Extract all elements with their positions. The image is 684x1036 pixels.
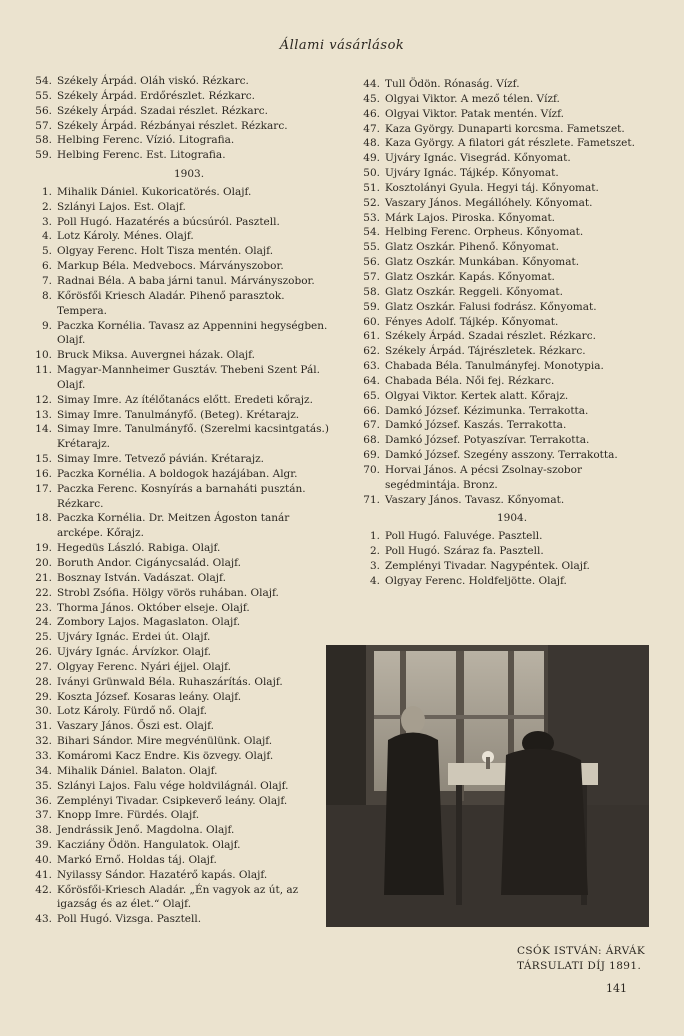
item-text: Olgyai Viktor. Kertek alatt. Kőrajz. <box>385 389 569 402</box>
list-1904 <box>346 529 658 588</box>
list-item <box>346 448 658 463</box>
list-item <box>346 374 658 389</box>
item-number: 60. <box>363 315 380 328</box>
item-number: 57. <box>363 270 380 283</box>
item-text: Hegedüs László. Rabiga. Olajf. <box>57 542 221 555</box>
list-item <box>346 151 658 166</box>
item-text: Ujváry Ignác. Árvízkor. Olajf. <box>57 646 212 659</box>
item-text: Paczka Kornélia. A boldogok hazájában. Algr. <box>57 467 298 480</box>
item-text: Glatz Oszkár. Reggeli. Kőnyomat. <box>385 285 563 298</box>
item-text: Vaszary János. Őszi est. Olajf. <box>57 720 215 733</box>
list-item <box>18 133 330 148</box>
item-number: 29. <box>35 690 52 703</box>
item-number: 10. <box>35 349 52 362</box>
item-text: Márk Lajos. Piroska. Kőnyomat. <box>385 211 556 224</box>
item-number: 59. <box>363 300 380 313</box>
list-item <box>18 704 330 719</box>
item-number: 52. <box>363 196 380 209</box>
list-item <box>18 319 330 349</box>
painting-reproduction <box>326 645 649 927</box>
item-text: Nyilassy Sándor. Hazatérő kapás. Olajf. <box>57 868 268 881</box>
item-number: 42. <box>35 883 52 896</box>
item-text: Bosznay István. Vadászat. Olajf. <box>57 571 226 584</box>
list-item <box>346 92 658 107</box>
item-number: 22. <box>35 586 52 599</box>
list-item <box>346 285 658 300</box>
item-text: Ujváry Ignác. Tájkép. Kőnyomat. <box>385 167 559 180</box>
list-1903-part1 <box>18 185 330 927</box>
item-number: 6. <box>41 260 52 273</box>
item-text: Szlányi Lajos. Est. Olajf. <box>57 200 186 213</box>
list-item <box>18 571 330 586</box>
item-number: 49. <box>363 152 380 165</box>
item-text: Markup Béla. Medvebocs. Márványszobor. <box>57 260 284 273</box>
page-header: Állami vásárlások <box>279 38 405 53</box>
list-item <box>18 229 330 244</box>
list-item <box>346 240 658 255</box>
list-1903-part2 <box>346 77 658 507</box>
list-item <box>346 344 658 359</box>
list-item <box>18 244 330 259</box>
list-item <box>18 690 330 705</box>
item-number: 69. <box>363 449 380 462</box>
item-text: Ujváry Ignác. Visegrád. Kőnyomat. <box>385 152 571 165</box>
item-number: 71. <box>363 493 380 506</box>
item-text: Simay Imre. Tetvező pávián. Krétarajz. <box>57 453 264 466</box>
list-item <box>18 823 330 838</box>
list-item <box>18 422 330 452</box>
list-item <box>346 329 658 344</box>
painting-caption <box>517 944 657 974</box>
item-number: 66. <box>363 404 380 417</box>
item-text: Magyar-Mannheimer Gusztáv. Thebeni Szent Pál. Olajf. <box>57 364 320 391</box>
list-item <box>346 359 658 374</box>
list-item <box>18 104 330 119</box>
item-number: 27. <box>35 660 52 673</box>
list-item <box>346 493 658 508</box>
item-text: Chabada Béla. Női fej. Rézkarc. <box>385 374 555 387</box>
item-number: 1. <box>41 185 52 198</box>
item-number: 63. <box>363 360 380 373</box>
list-item <box>346 404 658 419</box>
item-text: Radnai Béla. A baba járni tanul. Márványszobor. <box>57 274 315 287</box>
item-text: Paczka Kornélia. Dr. Meitzen Ágoston tanár arcképe. Kőrajz. <box>57 512 290 540</box>
list-item <box>18 601 330 616</box>
item-number: 57. <box>35 119 52 132</box>
item-text: Poll Hugó. Hazatérés a búcsúról. Pasztell. <box>57 215 280 228</box>
item-number: 56. <box>35 104 52 117</box>
item-text: Iványi Grünwald Béla. Ruhaszárítás. Olajf. <box>57 675 283 688</box>
item-number: 48. <box>363 137 380 150</box>
item-number: 14. <box>35 423 52 436</box>
item-number: 9. <box>41 319 52 332</box>
list-item <box>18 482 330 512</box>
list-item <box>346 270 658 285</box>
item-number: 62. <box>363 345 380 358</box>
item-number: 16. <box>35 467 52 480</box>
item-text: Markó Ernő. Holdas táj. Olajf. <box>57 853 217 866</box>
item-number: 19. <box>35 542 52 555</box>
item-number: 40. <box>35 853 52 866</box>
list-item <box>346 122 658 137</box>
item-text: Chabada Béla. Tanulmányfej. Monotypia. <box>385 360 604 373</box>
item-number: 20. <box>35 557 52 569</box>
page-number: 141 <box>606 982 627 995</box>
item-text: Kosztolányi Gyula. Hegyi táj. Kőnyomat. <box>385 181 599 194</box>
list-item <box>18 274 330 289</box>
item-number: 56. <box>363 256 380 269</box>
item-number: 15. <box>35 453 52 466</box>
item-text: Fényes Adolf. Tájkép. Kőnyomat. <box>385 315 559 328</box>
item-text: Simay Imre. Az ítélőtanács előtt. Eredeti kőrajz. <box>57 393 313 406</box>
item-number: 24. <box>35 616 52 629</box>
list-item <box>346 544 658 559</box>
item-number: 50. <box>363 167 380 180</box>
list-item <box>18 794 330 809</box>
item-number: 44. <box>363 78 380 90</box>
item-text: Glatz Oszkár. Kapás. Kőnyomat. <box>385 270 555 283</box>
item-number: 53. <box>363 211 380 224</box>
item-text: Boruth Andor. Cigánycsalád. Olajf. <box>57 557 242 569</box>
list-item <box>18 868 330 883</box>
item-text: Glatz Oszkár. Munkában. Kőnyomat. <box>385 256 580 269</box>
item-text: Lotz Károly. Ménes. Olajf. <box>57 230 194 243</box>
list-item <box>18 467 330 482</box>
list-item <box>18 148 330 163</box>
item-text: Olgyay Ferenc. Holdfeljötte. Olajf. <box>385 574 567 587</box>
list-item <box>346 389 658 404</box>
list-item <box>346 574 658 589</box>
list-item <box>346 559 658 574</box>
list-item <box>18 452 330 467</box>
item-number: 12. <box>35 393 52 406</box>
list-item <box>18 89 330 104</box>
caption-line-1: CSÓK ISTVÁN: ÁRVÁK <box>517 945 646 957</box>
item-text: Tull Ödön. Rónaság. Vízf. <box>385 78 520 90</box>
item-number: 4. <box>369 574 380 587</box>
list-item <box>346 529 658 544</box>
list-item <box>18 348 330 363</box>
list-item <box>18 119 330 134</box>
item-number: 3. <box>41 215 52 228</box>
item-number: 36. <box>35 794 52 807</box>
item-text: Horvai János. A pécsi Zsolnay-szobor segédmintája. Bronz. <box>385 463 582 491</box>
item-text: Komáromi Kacz Endre. Kis özvegy. Olajf. <box>57 749 274 762</box>
list-item <box>18 808 330 823</box>
list-item <box>346 463 658 493</box>
list-item <box>346 77 658 92</box>
item-number: 21. <box>35 571 52 584</box>
list-item <box>18 556 330 571</box>
item-number: 13. <box>35 408 52 421</box>
item-text: Poll Hugó. Száraz fa. Pasztell. <box>385 545 544 558</box>
item-number: 11. <box>35 364 52 377</box>
item-number: 26. <box>35 646 52 659</box>
item-number: 37. <box>35 809 52 822</box>
item-text: Szlányi Lajos. Falu vége holdvilágnál. Olajf. <box>57 779 289 792</box>
list-item <box>346 225 658 240</box>
list-item <box>18 630 330 645</box>
item-text: Lotz Károly. Fürdő nő. Olajf. <box>57 705 207 718</box>
item-number: 68. <box>363 434 380 447</box>
item-number: 51. <box>363 181 380 194</box>
list-item <box>18 289 330 319</box>
item-text: Koszta József. Kosaras leány. Olajf. <box>57 690 242 703</box>
item-text: Damkó József. Szegény asszony. Terrakotta. <box>385 449 618 462</box>
item-text: Székely Árpád. Szadai részlet. Rézkarc. <box>385 330 596 343</box>
item-text: Székely Árpád. Oláh viskó. Rézkarc. <box>57 75 249 87</box>
list-item <box>18 779 330 794</box>
item-text: Kőrösfői Kriesch Aladár. Pihenő parasztok. Tempera. <box>57 289 285 317</box>
list-item <box>18 541 330 556</box>
list-item <box>18 719 330 734</box>
item-number: 58. <box>35 134 52 147</box>
item-number: 34. <box>35 764 52 777</box>
list-item <box>18 74 330 89</box>
item-number: 45. <box>363 92 380 105</box>
list-item <box>346 166 658 181</box>
list-item <box>18 200 330 215</box>
list-item <box>346 433 658 448</box>
item-number: 31. <box>35 720 52 733</box>
list-item <box>346 255 658 270</box>
list-item <box>18 393 330 408</box>
list-item <box>18 586 330 601</box>
item-text: Székely Árpád. Szadai részlet. Rézkarc. <box>57 104 268 117</box>
item-text: Bruck Miksa. Auvergnei házak. Olajf. <box>57 349 255 362</box>
item-number: 58. <box>363 285 380 298</box>
item-number: 5. <box>41 245 52 258</box>
item-text: Mihalik Dániel. Kukoricatörés. Olajf. <box>57 185 252 198</box>
item-number: 1. <box>369 530 380 543</box>
left-column <box>18 74 330 927</box>
item-number: 3. <box>369 560 380 572</box>
list-item <box>346 181 658 196</box>
item-text: Kaza György. A filatori gát részlete. Fametszet. <box>385 137 635 150</box>
item-number: 2. <box>41 200 52 213</box>
item-text: Paczka Kornélia. Tavasz az Appennini hegységben. Olajf. <box>57 319 328 347</box>
list-item <box>346 315 658 330</box>
item-text: Székely Árpád. Rézbányai részlet. Rézkarc. <box>57 119 288 132</box>
list-item <box>346 211 658 226</box>
item-text: Helbing Ferenc. Vízió. Litografia. <box>57 134 235 147</box>
item-text: Zemplényi Tivadar. Nagypéntek. Olajf. <box>385 560 590 572</box>
item-text: Kőrösfői-Kriesch Aladár. „Én vagyok az út, az igazság és az élet.“ Olajf. <box>57 883 299 911</box>
item-text: Glatz Oszkár. Falusi fodrász. Kőnyomat. <box>385 300 597 313</box>
item-number: 54. <box>35 75 52 87</box>
list-item <box>18 675 330 690</box>
item-number: 8. <box>41 289 52 302</box>
item-text: Bihari Sándor. Mire megvénülünk. Olajf. <box>57 735 273 748</box>
item-number: 64. <box>363 374 380 387</box>
item-text: Paczka Ferenc. Kosnyírás a barnaháti pusztán. Rézkarc. <box>57 482 306 510</box>
item-number: 2. <box>369 545 380 558</box>
list-item <box>18 853 330 868</box>
right-column <box>346 77 658 589</box>
year-heading-1903: 1903. <box>173 168 205 181</box>
item-number: 38. <box>35 824 52 837</box>
list-item <box>18 408 330 423</box>
item-number: 43. <box>35 913 52 926</box>
item-text: Jendrássik Jenő. Magdolna. Olajf. <box>57 824 235 837</box>
item-text: Strobl Zsófia. Hölgy vörös ruhában. Olajf. <box>57 586 279 599</box>
list-item <box>18 185 330 200</box>
item-text: Helbing Ferenc. Est. Litografia. <box>57 149 226 162</box>
item-number: 54. <box>363 226 380 239</box>
item-text: Glatz Oszkár. Pihenő. Kőnyomat. <box>385 241 559 254</box>
item-text: Székely Árpád. Tájrészletek. Rézkarc. <box>385 345 586 358</box>
list-item <box>18 838 330 853</box>
item-text: Simay Imre. Tanulmányfő. (Szerelmi kacsintgatás.) Krétarajz. <box>57 423 329 451</box>
item-number: 28. <box>35 675 52 688</box>
list-item <box>18 615 330 630</box>
item-text: Poll Hugó. Vizsga. Pasztell. <box>57 913 202 926</box>
list-item <box>18 363 330 393</box>
item-text: Damkó József. Potyaszívar. Terrakotta. <box>385 434 590 447</box>
painting-image <box>326 645 649 927</box>
item-text: Helbing Ferenc. Orpheus. Kőnyomat. <box>385 226 584 239</box>
list-item <box>346 107 658 122</box>
item-number: 65. <box>363 389 380 402</box>
item-number: 67. <box>363 419 380 432</box>
list-item <box>18 883 330 913</box>
item-number: 70. <box>363 463 380 476</box>
item-text: Olgyay Ferenc. Nyári éjjel. Olajf. <box>57 660 232 673</box>
item-text: Zemplényi Tivadar. Csipkeverő leány. Olajf. <box>57 794 288 807</box>
item-number: 47. <box>363 122 380 135</box>
list-item <box>18 259 330 274</box>
item-text: Damkó József. Kaszás. Terrakotta. <box>385 419 567 432</box>
item-number: 41. <box>35 868 52 881</box>
item-number: 55. <box>35 89 52 102</box>
item-text: Knopp Imre. Fürdés. Olajf. <box>57 809 200 822</box>
item-text: Vaszary János. Megállóhely. Kőnyomat. <box>385 196 593 209</box>
item-text: Poll Hugó. Faluvége. Pasztell. <box>385 530 543 543</box>
list-item <box>18 511 330 541</box>
list-item <box>18 764 330 779</box>
item-text: Olgyai Viktor. A mező télen. Vízf. <box>385 92 560 105</box>
item-number: 18. <box>35 512 52 525</box>
item-number: 17. <box>35 482 52 495</box>
caption-line-2: TÁRSULATI DÍJ 1891. <box>517 960 642 972</box>
list-item <box>18 660 330 675</box>
item-text: Simay Imre. Tanulmányfő. (Beteg). Krétarajz. <box>57 408 300 421</box>
item-number: 33. <box>35 749 52 762</box>
list-item <box>346 418 658 433</box>
item-text: Damkó József. Kézimunka. Terrakotta. <box>385 404 589 417</box>
list-item <box>18 912 330 927</box>
list-item <box>18 734 330 749</box>
year-heading-1904: 1904. <box>496 512 528 525</box>
item-text: Kacziány Ödön. Hangulatok. Olajf. <box>57 839 241 852</box>
list-item <box>18 749 330 764</box>
item-text: Olgyai Viktor. Patak mentén. Vízf. <box>385 107 564 120</box>
item-number: 25. <box>35 631 52 644</box>
list-item <box>18 645 330 660</box>
list-item <box>18 215 330 230</box>
item-text: Ujváry Ignác. Erdei út. Olajf. <box>57 631 211 644</box>
item-number: 55. <box>363 241 380 254</box>
item-text: Thorma János. Október elseje. Olajf. <box>57 601 250 614</box>
item-text: Mihalik Dániel. Balaton. Olajf. <box>57 764 218 777</box>
item-number: 7. <box>41 274 52 287</box>
item-number: 61. <box>363 330 380 343</box>
item-number: 35. <box>35 779 52 792</box>
list-item <box>346 196 658 211</box>
item-number: 32. <box>35 735 52 748</box>
list-item <box>346 136 658 151</box>
list-item <box>346 300 658 315</box>
item-number: 46. <box>363 107 380 120</box>
item-number: 4. <box>41 230 52 243</box>
item-text: Kaza György. Dunaparti korcsma. Fametszet. <box>385 122 625 135</box>
item-text: Vaszary János. Tavasz. Kőnyomat. <box>385 493 565 506</box>
item-number: 59. <box>35 149 52 162</box>
item-text: Olgyay Ferenc. Holt Tisza mentén. Olajf. <box>57 245 274 258</box>
item-number: 23. <box>35 601 52 614</box>
item-text: Székely Árpád. Erdőrészlet. Rézkarc. <box>57 89 255 102</box>
list-1902 <box>18 74 330 163</box>
item-text: Zombory Lajos. Magaslaton. Olajf. <box>57 616 241 629</box>
item-number: 39. <box>35 839 52 852</box>
item-number: 30. <box>35 705 52 718</box>
